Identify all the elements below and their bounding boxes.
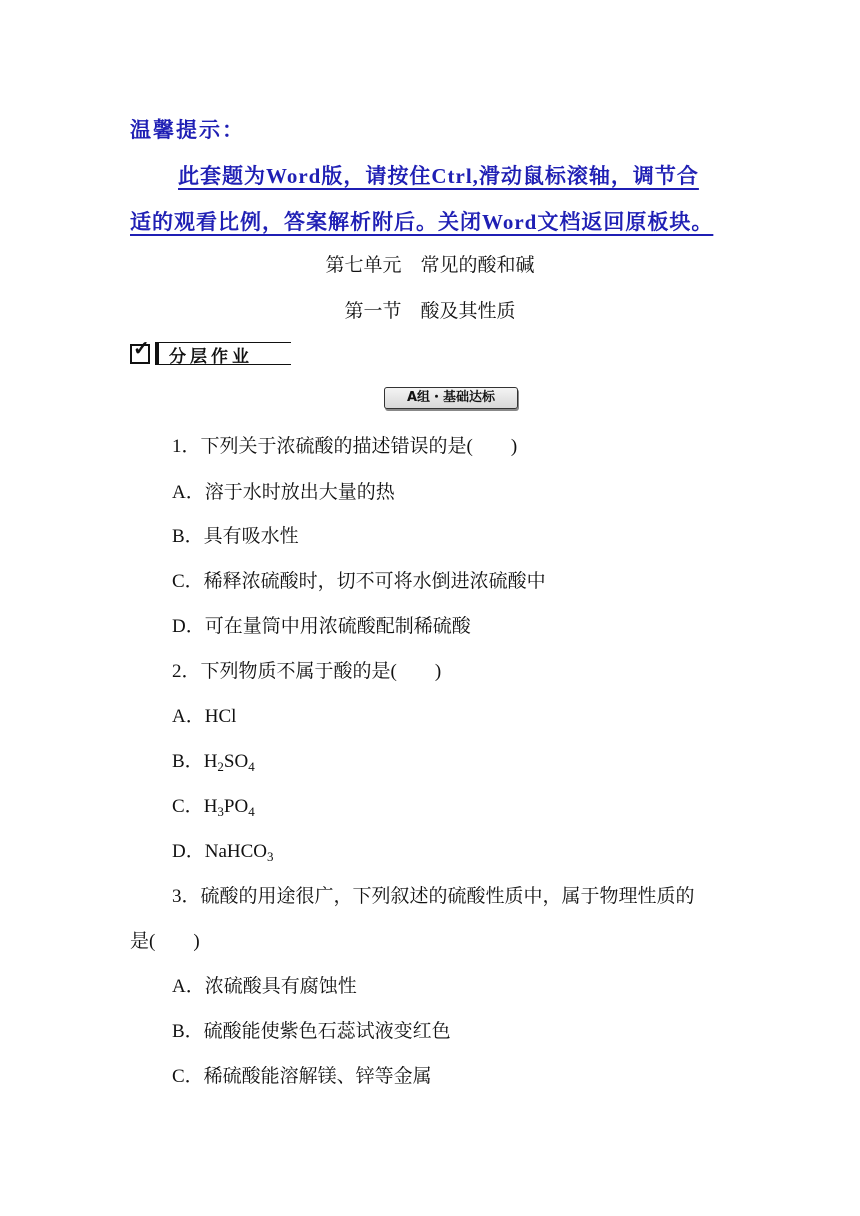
tip-line-1: 此套题为Word版，请按住Ctrl,滑动鼠标滚轴，调节合 <box>178 164 699 188</box>
layer-label: 分层作业 <box>169 347 253 367</box>
question-1-option-d: D．可在量筒中用浓硫酸配制稀硫酸 <box>172 616 471 637</box>
question-1-stem: 1．下列关于浓硫酸的描述错误的是( ) <box>172 436 518 457</box>
question-1-option-c: C．稀释浓硫酸时，切不可将水倒进浓硫酸中 <box>172 571 546 592</box>
question-1-option-a: A．溶于水时放出大量的热 <box>172 482 395 503</box>
question-2-stem: 2．下列物质不属于酸的是( ) <box>172 661 442 682</box>
section-title: 第一节 酸及其性质 <box>344 300 516 322</box>
question-2-option-b: B．$H_2SO_4$ <box>172 751 255 774</box>
question-1-option-b: B．具有吸水性 <box>172 526 299 547</box>
question-3-stem-line-1: 3．硫酸的用途很广，下列叙述的硫酸性质中，属于物理性质的 <box>172 886 695 907</box>
group-badge: A组・基础达标 <box>384 387 518 409</box>
layer-header <box>155 342 291 365</box>
checkbox-icon: ✓ <box>130 344 150 364</box>
question-3-option-a: A．浓硫酸具有腐蚀性 <box>172 976 357 997</box>
question-3-option-b: B．硫酸能使紫色石蕊试液变红色 <box>172 1021 451 1042</box>
question-2-option-d: D．NaHCO$_3$ <box>172 841 274 864</box>
unit-title: 第七单元 常见的酸和碱 <box>325 254 535 276</box>
question-3-option-c: C．稀硫酸能溶解镁、锌等金属 <box>172 1066 432 1087</box>
tip-title: 温馨提示： <box>130 118 245 142</box>
tip-line-2: 适的观看比例，答案解析附后。关闭Word文档返回原板块。 <box>130 210 714 234</box>
question-2-option-a: A．HCl <box>172 706 237 727</box>
question-3-stem-line-2: 是( ) <box>130 931 200 952</box>
question-2-option-c: C．$H_3PO_4$ <box>172 796 255 819</box>
